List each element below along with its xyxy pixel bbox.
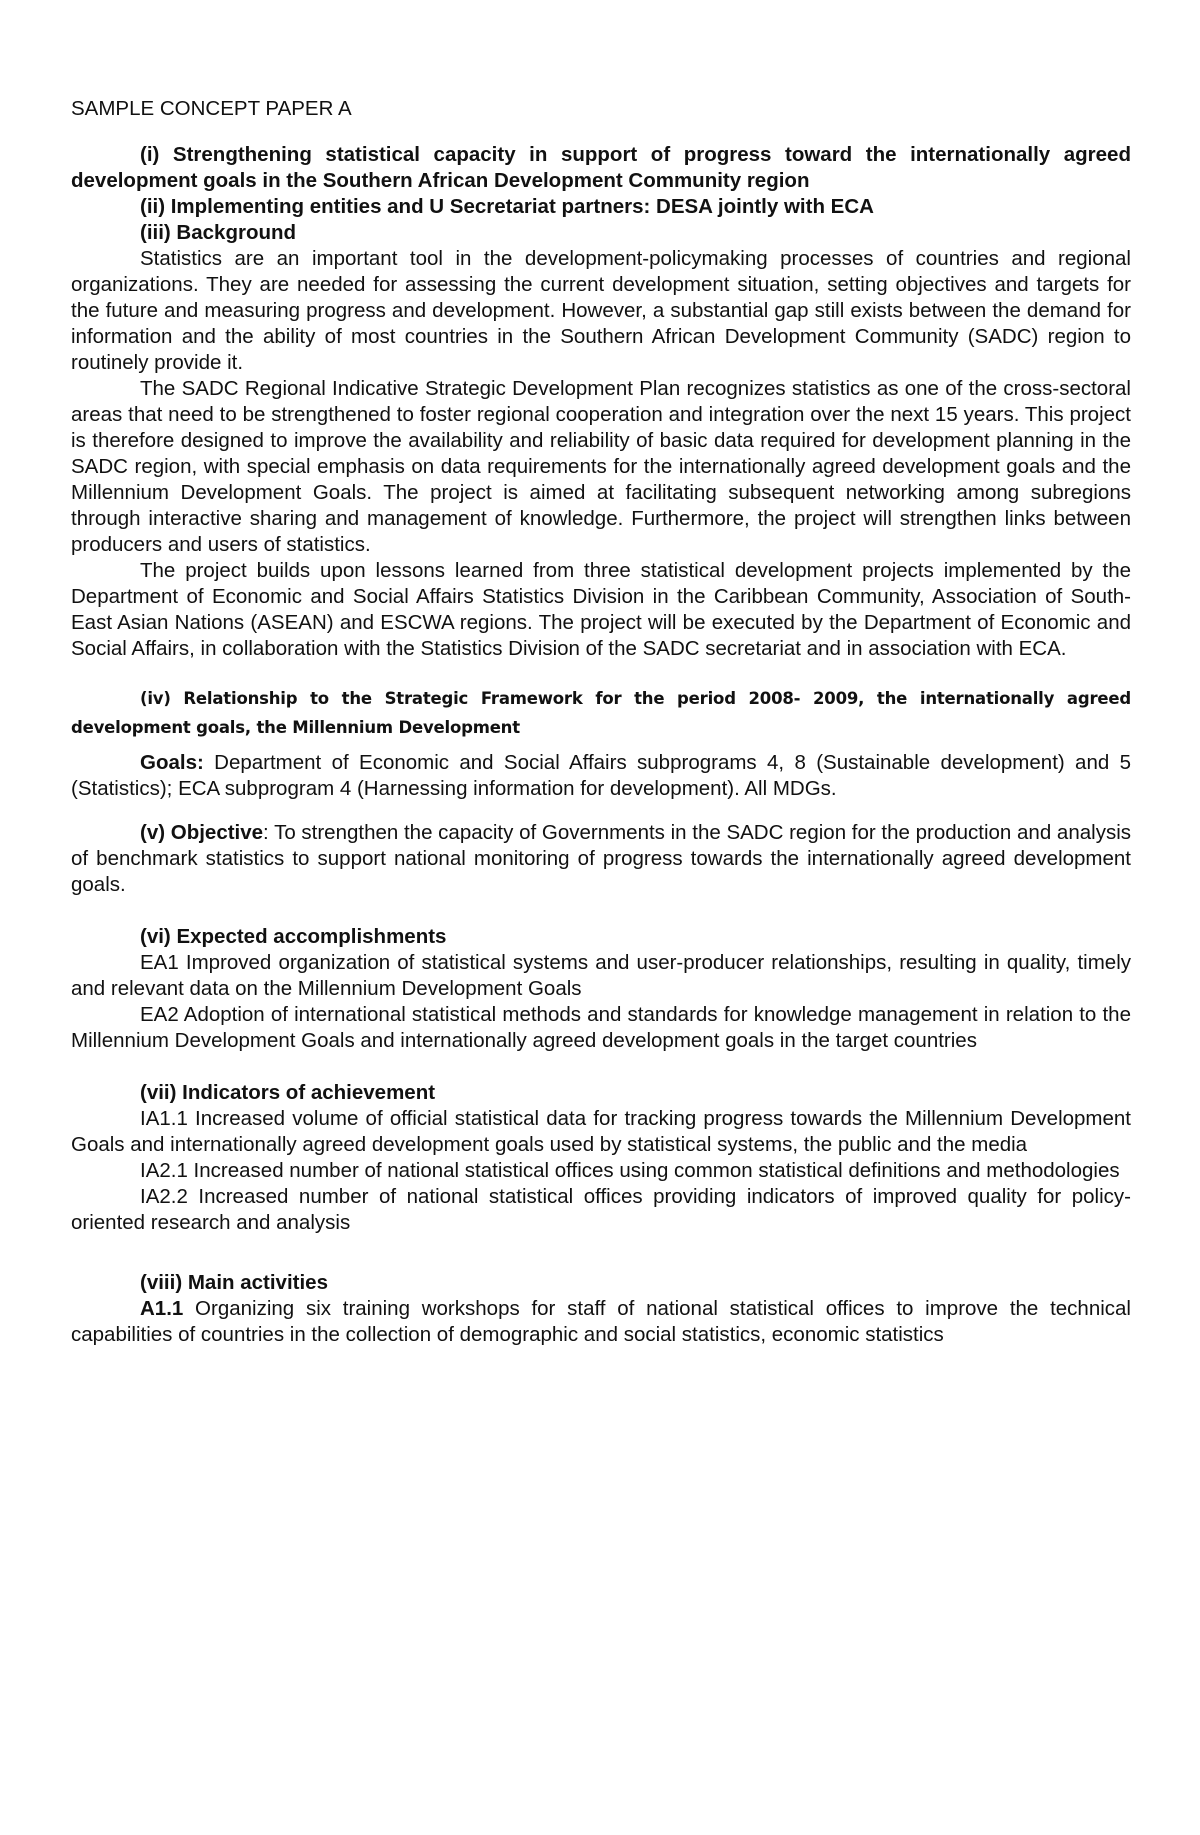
heading-viii-main-activities: (viii) Main activities (140, 1271, 328, 1294)
activity-a1-1-label: A1.1 (140, 1297, 184, 1320)
heading-iv-strategic-framework: (iv) Relationship to the Strategic Framework for the period 2008- 2009, the internationally agreed development goals, the Millennium Development (71, 689, 1131, 737)
indicator-ia2-2: IA2.2 Increased number of national statistical offices providing indicators of improved quality for policy-oriented research and analysis (71, 1185, 1131, 1234)
heading-iii-background: (iii) Background (140, 221, 297, 244)
heading-vi-expected-accomplishments: (vi) Expected accomplishments (140, 925, 447, 948)
goals-label: Goals: (140, 751, 204, 774)
objective-text: : To strengthen the capacity of Governments in the SADC region for the production and analysis of benchmark statistics to support national monitoring of progress towards the internationally agreed development goals. (71, 821, 1131, 896)
objective-label: (v) Objective (140, 821, 264, 844)
goals-paragraph (71, 750, 1131, 802)
indicator-ia2-1: IA2.1 Increased number of national statistical offices using common statistical definitions and methodologies (140, 1159, 1120, 1182)
heading-ii-implementing-entities: (ii) Implementing entities and U Secretariat partners: DESA jointly with ECA (140, 195, 874, 218)
accomplishment-ea1: EA1 Improved organization of statistical systems and user-producer relationships, resulting in quality, timely and relevant data on the Millennium Development Goals (71, 951, 1131, 1000)
document-title: SAMPLE CONCEPT PAPER A (71, 97, 352, 120)
heading-i-project-title: (i) Strengthening statistical capacity in support of progress toward the internationally agreed development goals in the Southern African Development Community region (71, 143, 1131, 192)
indicator-ia1-1: IA1.1 Increased volume of official statistical data for tracking progress towards the Millennium Development Goals and internationally agreed development goals used by statistical systems, the public and the media (71, 1107, 1131, 1156)
background-paragraph-2: The SADC Regional Indicative Strategic Development Plan recognizes statistics as one of the cross-sectoral areas that need to be strengthened to foster regional cooperation and integration over the next 15 years. This project is therefore designed to improve the availability and reliability of basic data required for development planning in the SADC region, with special emphasis on data requirements for the internationally agreed development goals and the Millennium Development Goals. The project is aimed at facilitating subsequent networking among subregions through interactive sharing and management of knowledge. Furthermore, the project will strengthen links between producers and users of statistics. (71, 377, 1131, 556)
heading-vii-indicators: (vii) Indicators of achievement (140, 1081, 436, 1104)
background-paragraph-1: Statistics are an important tool in the development-policymaking processes of countries and regional organizations. They are needed for assessing the current development situation, setting objectives and targets for the future and measuring progress and development. However, a substantial gap still exists between the demand for information and the ability of most countries in the Southern African Development Community (SADC) region to routinely provide it. (71, 247, 1131, 374)
background-paragraph-3: The project builds upon lessons learned from three statistical development projects implemented by the Department of Economic and Social Affairs Statistics Division in the Caribbean Community, Association of South-East Asian Nations (ASEAN) and ESCWA regions. The project will be executed by the Department of Economic and Social Affairs, in collaboration with the Statistics Division of the SADC secretariat and in association with ECA. (71, 559, 1131, 660)
objective-paragraph (71, 820, 1131, 898)
activity-a1-1-text: Organizing six training workshops for staff of national statistical offices to improve the technical capabilities of countries in the collection of demographic and social statistics, economic statistics (71, 1297, 1131, 1346)
accomplishment-ea2: EA2 Adoption of international statistical methods and standards for knowledge management in relation to the Millennium Development Goals and internationally agreed development goals in the target countries (71, 1003, 1131, 1052)
document-page (71, 96, 1131, 1348)
goals-text: Department of Economic and Social Affairs subprograms 4, 8 (Sustainable development) and 5 (Statistics); ECA subprogram 4 (Harnessing information for development). All MDGs. (71, 751, 1131, 800)
activity-a1-1 (71, 1296, 1131, 1348)
